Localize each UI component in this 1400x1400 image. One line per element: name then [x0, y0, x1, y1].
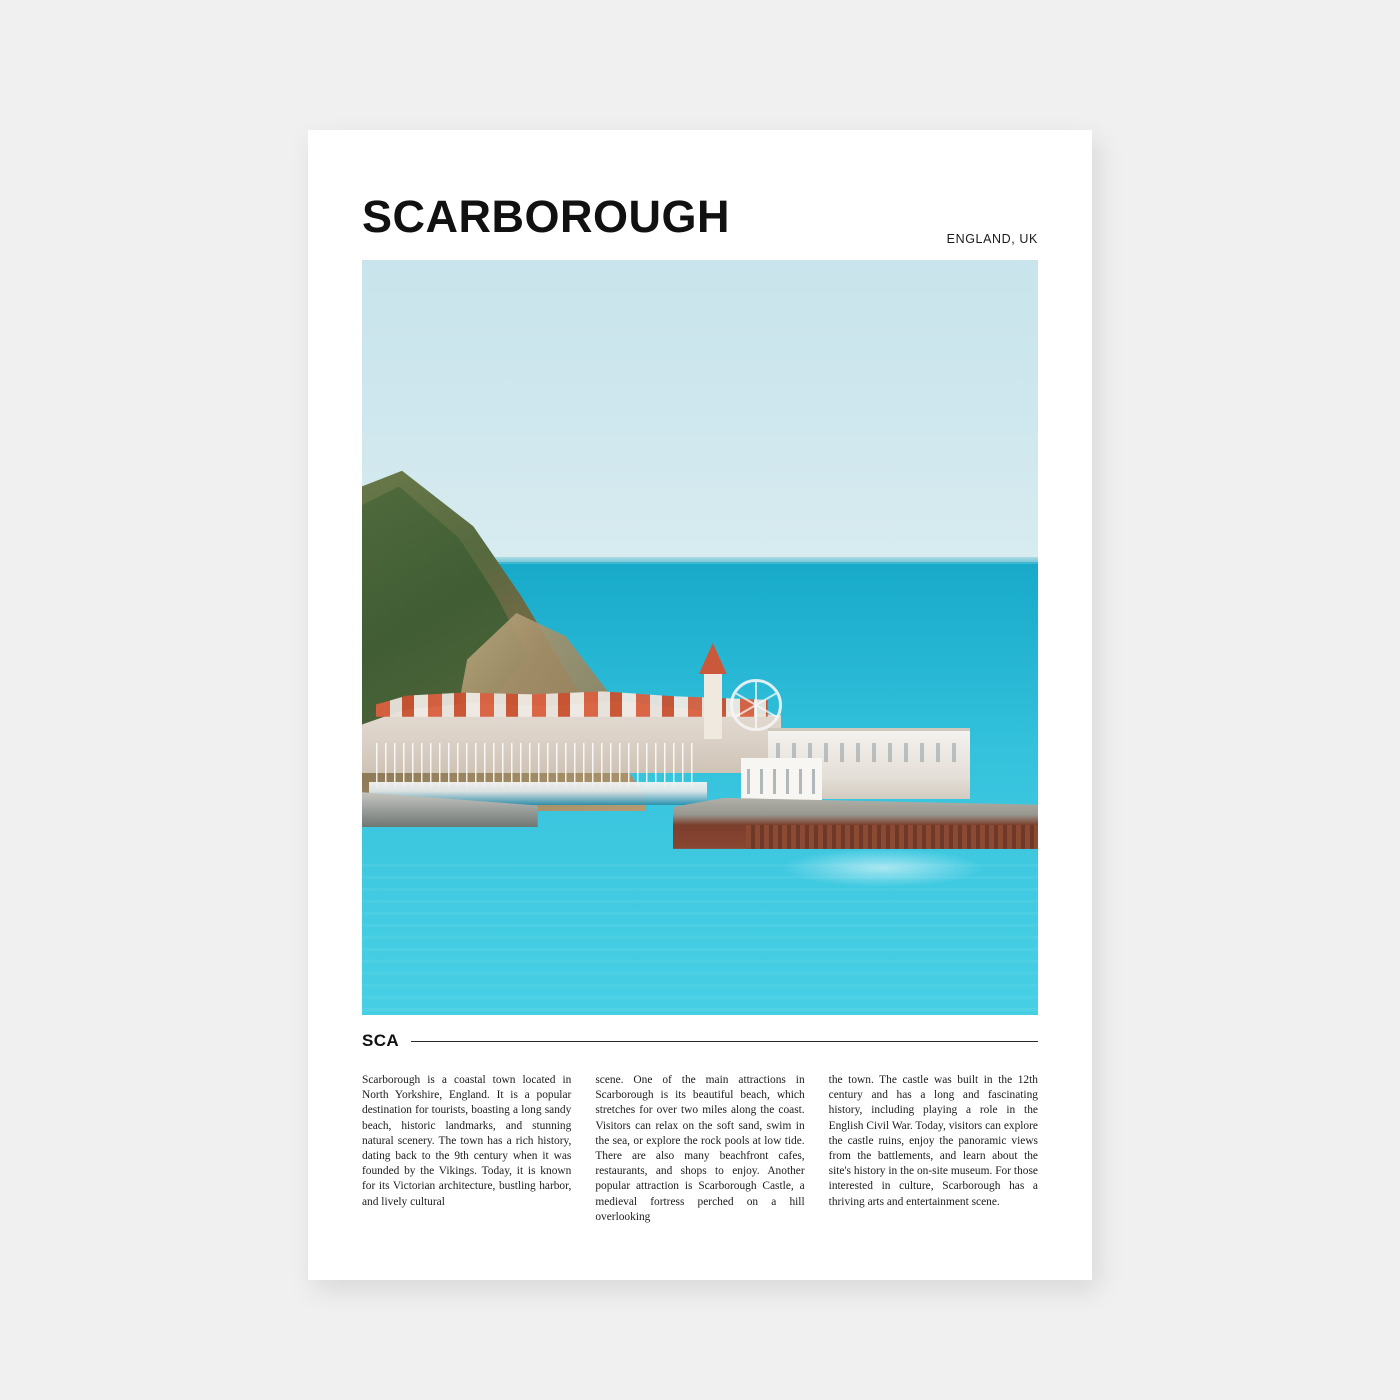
caption-row: [362, 1031, 1038, 1051]
location-subtitle: ENGLAND, UK: [946, 232, 1038, 246]
body-column-3: the town. The castle was built in the 12th century and has a long and fascinating history, including playing a role in the English Civil War. Today, visitors can explore the castle ruins, enjoy the panoramic views from the battlements, and learn about the site's history in the on-site museum. For those interested in culture, Scarborough has a thriving arts and entertainment scene.: [828, 1074, 1038, 1208]
poster-content: [362, 192, 1038, 1226]
page-title: SCARBOROUGH: [362, 191, 731, 242]
scarborough-harbour-photo: [362, 260, 1038, 1015]
caption-divider: [411, 1041, 1038, 1042]
ferris-wheel-spoke: [736, 693, 777, 718]
sky-region: [362, 260, 1038, 562]
caption-code: SCA: [362, 1031, 400, 1050]
poster-sheet: [308, 130, 1092, 1280]
body-text: [362, 1073, 1038, 1225]
water-ripples: [362, 864, 1038, 1015]
poster-header: [362, 192, 1038, 252]
body-column-1: Scarborough is a coastal town located in North Yorkshire, England. It is a popular destination for tourists, boasting a long sandy beach, historic landmarks, and stunning natural scenery. The town has a rich history, dating back to the 9th century when it was founded by the Vikings. Today, it is known for its Victorian architecture, bustling harbor, and lively cultural: [362, 1074, 572, 1208]
body-column-2: scene. One of the main attractions in Scarborough is its beautiful beach, which stretches for over two miles along the coast. Visitors can relax on the soft sand, swim in the sea, or explore the rock pools at low tide. There are also many beachfront cafes, restaurants, and shops to enjoy. Another popular attraction is Scarborough Castle, a medieval fortress perched on a hill overlooking: [595, 1074, 805, 1223]
harbour-tower: [704, 671, 722, 739]
